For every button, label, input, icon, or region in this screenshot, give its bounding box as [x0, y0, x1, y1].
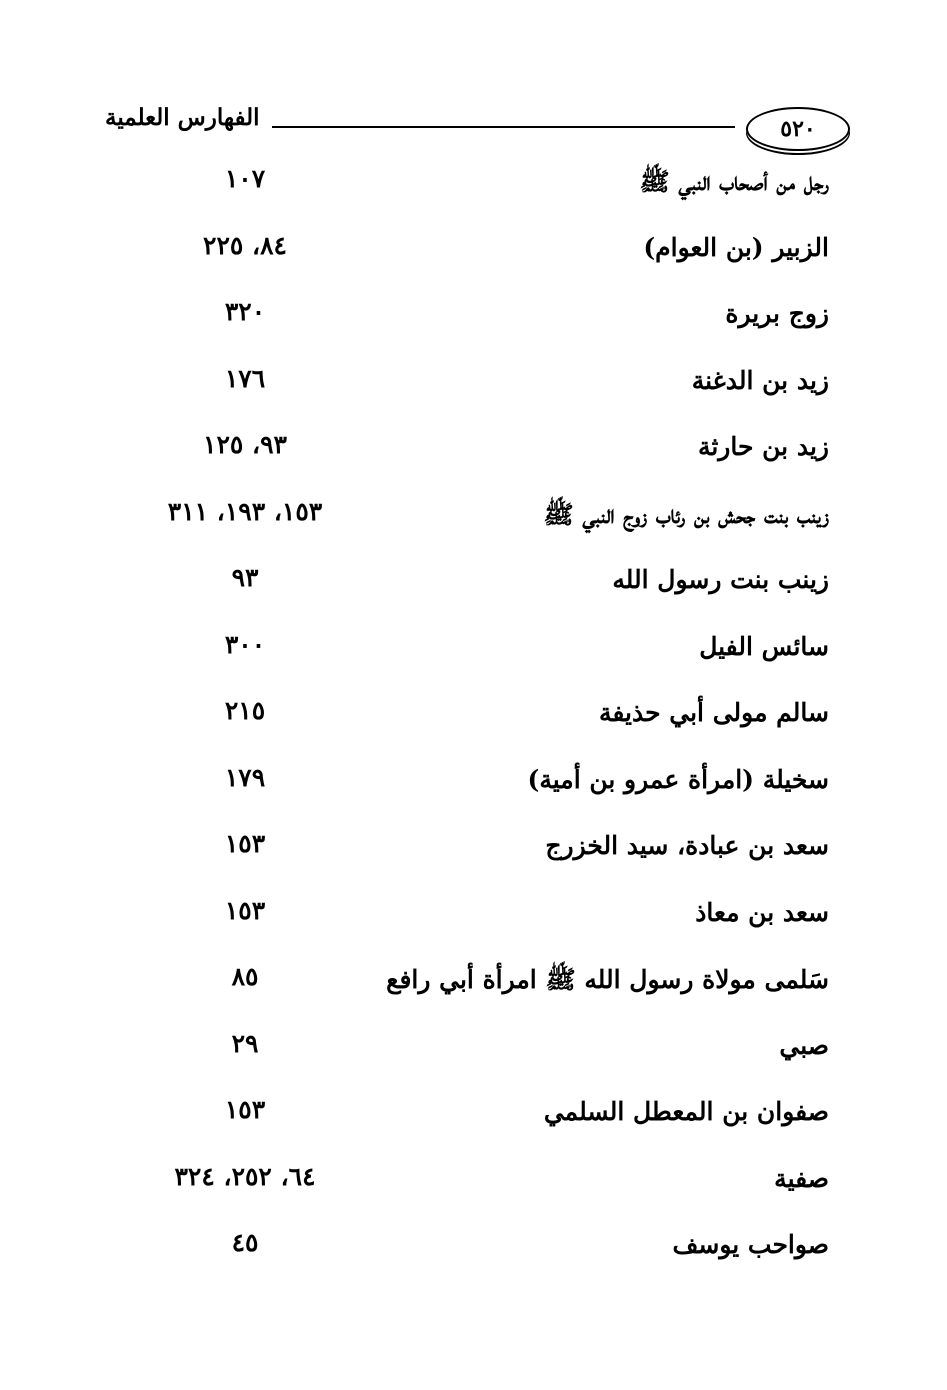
entry-name: سَلمى مولاة رسول الله ﷺ امرأة أبي رافع [386, 965, 829, 994]
index-row [0, 692, 947, 759]
index-row [0, 360, 947, 427]
index-row [0, 626, 947, 693]
index-row [0, 759, 947, 826]
entry-pages: ١٠٧ [224, 164, 266, 193]
entry-name: صواحب يوسف [672, 1230, 829, 1259]
index-row [0, 1025, 947, 1092]
page-number-badge [746, 107, 850, 151]
entry-pages: ١٥٣ [224, 829, 266, 858]
entry-name: سخيلة (امرأة عمرو بن أمية) [527, 764, 829, 794]
running-title: الفهارس العلمية [105, 104, 260, 131]
header-rule [272, 126, 735, 128]
entry-pages: ٤٥ [231, 1228, 259, 1257]
entry-pages: ٢٩ [231, 1028, 259, 1058]
entry-pages: ٨٤، ٢٢٥ [203, 230, 287, 260]
entry-name: صفية [774, 1163, 829, 1193]
entry-pages: ١٧٦ [224, 363, 266, 393]
index-row [0, 160, 947, 227]
index-row [0, 825, 947, 892]
entry-name: زيد بن الدغنة [691, 365, 829, 395]
entry-pages: ٦٤، ٢٥٢، ٣٢٤ [174, 1161, 316, 1191]
index-row [0, 227, 947, 294]
index-row [0, 1224, 947, 1291]
index-row [0, 559, 947, 626]
entry-name: سائس الفيل [699, 631, 829, 661]
entry-pages: ١٥٣ [224, 1095, 266, 1124]
entry-pages: ٣٢٠ [224, 297, 266, 326]
index-row [0, 426, 947, 493]
entry-pages: ١٥٣ [224, 895, 266, 925]
entry-name: الزبير (بن العوام) [643, 232, 829, 262]
index-row [0, 493, 947, 560]
index-row [0, 892, 947, 959]
index-row [0, 293, 947, 360]
entry-pages: ٩٣، ١٢٥ [203, 430, 287, 459]
entry-name: زيد بن حارثة [697, 432, 829, 461]
entry-name: سعد بن عبادة، سيد الخزرج [545, 831, 829, 860]
page-header [100, 104, 850, 154]
entry-name: صفوان بن المعطل السلمي [543, 1097, 829, 1126]
entry-name: سعد بن معاذ [695, 897, 829, 927]
entry-name: سالم مولى أبي حذيفة [598, 698, 829, 727]
index-row [0, 1158, 947, 1225]
entry-name: رجل من أصحاب النبي ﷺ [639, 167, 829, 196]
entry-name: زينب بنت جحش بن رئاب زوج النبي ﷺ [543, 499, 829, 529]
entry-name: زوج بريرة [725, 299, 829, 328]
page-number: ٥٢٠ [780, 116, 816, 142]
entry-pages: ٩٣ [231, 563, 259, 592]
entry-name: زينب بنت رسول الله [612, 565, 829, 594]
entry-pages: ١٥٣، ١٩٣، ٣١١ [167, 496, 323, 526]
index-list [0, 160, 947, 1291]
entry-name: صبي [779, 1030, 829, 1060]
entry-pages: ٣٠٠ [224, 629, 266, 659]
entry-pages: ٢١٥ [224, 696, 266, 725]
index-row [0, 958, 947, 1025]
index-row [0, 1091, 947, 1158]
entry-pages: ٨٥ [231, 962, 259, 991]
entry-pages: ١٧٩ [224, 762, 266, 792]
